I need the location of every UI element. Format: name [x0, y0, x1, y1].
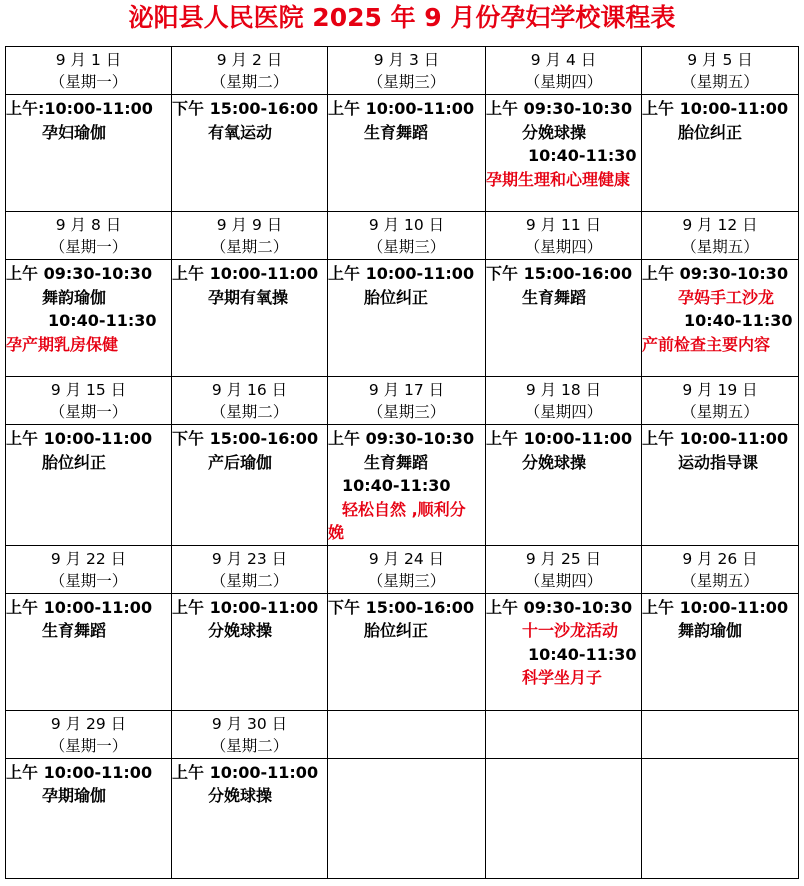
topic-lecture: 孕妈手工沙龙	[678, 287, 775, 307]
course-cell	[6, 260, 172, 377]
course-name: 有氧运动	[208, 122, 273, 142]
topic-lecture: 轻松自然 ,顺利分娩	[328, 499, 466, 542]
course-cell	[6, 758, 172, 878]
weekday-label: （星期四）	[524, 238, 603, 256]
course-cell	[642, 593, 799, 710]
topic-lecture: 十一沙龙活动	[522, 621, 619, 640]
date-cell	[642, 377, 799, 425]
weekday-label: （星期五）	[681, 571, 759, 590]
weekday-label: （星期一）	[49, 238, 128, 256]
date-cell	[642, 212, 799, 260]
date-header-row	[6, 710, 799, 758]
weekday-label: （星期二）	[210, 73, 289, 91]
date-cell	[172, 377, 328, 425]
date-cell	[642, 545, 799, 593]
date-label: 9 月 1 日	[55, 51, 122, 69]
date-header-row	[6, 212, 799, 260]
date-label: 9 月 12 日	[682, 216, 758, 234]
date-header-row	[6, 47, 799, 95]
date-label: 9 月 5 日	[687, 51, 753, 69]
session-time: 上午:10:00-11:00	[6, 99, 153, 118]
session-time: 下午 15:00-16:00	[486, 264, 633, 283]
date-cell	[6, 545, 172, 593]
course-name: 分娩球操	[208, 621, 273, 640]
course-name: 分娩球操	[208, 786, 273, 805]
course-cell	[172, 425, 328, 546]
page-title: 泌阳县人民医院 2025 年 9 月份孕妇学校课程表	[128, 3, 676, 32]
session-time: 10:40-11:30	[48, 311, 157, 330]
date-cell	[328, 47, 486, 95]
topic-lecture: 孕期生理和心理健康	[486, 169, 631, 189]
date-cell	[486, 545, 642, 593]
date-cell	[6, 212, 172, 260]
course-cell	[486, 593, 642, 710]
date-label: 9 月 3 日	[373, 51, 440, 69]
date-label: 9 月 8 日	[55, 216, 122, 234]
weekday-label: （星期二）	[210, 736, 289, 755]
course-cell	[486, 95, 642, 212]
date-label: 9 月 10 日	[368, 216, 445, 234]
date-label: 9 月 26 日	[682, 549, 758, 568]
date-label: 9 月 22 日	[50, 549, 127, 568]
course-schedule-table	[5, 46, 799, 879]
session-time: 上午 10:00-11:00	[642, 597, 789, 617]
weekday-label: （星期四）	[524, 403, 603, 421]
date-cell	[172, 47, 328, 95]
date-cell	[172, 212, 328, 260]
date-label: 9 月 18 日	[525, 381, 602, 399]
session-time: 上午 10:00-11:00	[328, 99, 475, 118]
session-time: 下午 15:00-16:00	[172, 99, 319, 118]
course-cell	[172, 95, 328, 212]
weekday-label: （星期四）	[524, 571, 603, 590]
weekday-label: （星期三）	[367, 238, 446, 256]
date-cell	[486, 377, 642, 425]
session-time: 上午 10:00-11:00	[6, 429, 153, 448]
session-time: 上午 10:00-11:00	[328, 264, 475, 283]
date-header-row	[6, 545, 799, 593]
date-cell	[328, 212, 486, 260]
topic-lecture: 科学坐月子	[522, 668, 603, 687]
course-name: 分娩球操	[522, 452, 587, 472]
session-time: 上午 10:00-11:00	[642, 99, 789, 118]
date-label: 9 月 16 日	[211, 381, 288, 399]
weekday-label: （星期四）	[524, 73, 603, 91]
session-time: 下午 15:00-16:00	[328, 597, 475, 617]
course-cell	[172, 260, 328, 377]
session-time: 上午 09:30-10:30	[486, 99, 633, 118]
session-time: 上午 10:00-11:00	[172, 264, 319, 283]
date-label: 9 月 30 日	[211, 714, 288, 733]
date-label: 9 月 25 日	[525, 549, 602, 568]
course-cell	[6, 95, 172, 212]
weekday-label: （星期一）	[49, 736, 128, 755]
date-cell	[328, 545, 486, 593]
date-label: 9 月 11 日	[525, 216, 602, 234]
course-row	[6, 758, 799, 878]
course-row	[6, 593, 799, 710]
course-name: 胎位纠正	[678, 122, 743, 142]
course-cell	[6, 593, 172, 710]
date-cell	[486, 47, 642, 95]
date-label: 9 月 29 日	[50, 714, 127, 733]
course-name: 生育舞蹈	[42, 621, 107, 640]
course-cell	[642, 758, 799, 878]
session-time: 上午 09:30-10:30	[6, 264, 153, 283]
session-time: 10:40-11:30	[528, 644, 637, 664]
course-name: 生育舞蹈	[364, 122, 429, 142]
date-cell	[328, 710, 486, 758]
session-time: 上午 10:00-11:00	[6, 762, 153, 782]
weekday-label: （星期五）	[681, 73, 759, 91]
date-cell	[172, 545, 328, 593]
course-cell	[642, 95, 799, 212]
weekday-label: （星期三）	[367, 571, 446, 590]
session-time: 上午 10:00-11:00	[172, 762, 319, 782]
weekday-label: （星期一）	[49, 403, 128, 421]
date-label: 9 月 4 日	[530, 51, 597, 69]
date-cell	[642, 47, 799, 95]
session-time: 10:40-11:30	[342, 476, 451, 495]
date-label: 9 月 24 日	[368, 549, 445, 568]
date-label: 9 月 2 日	[216, 51, 283, 69]
date-label: 9 月 15 日	[50, 381, 127, 399]
course-cell	[486, 425, 642, 546]
date-cell	[172, 710, 328, 758]
session-time: 上午 10:00-11:00	[486, 429, 633, 448]
session-time: 上午 10:00-11:00	[642, 429, 789, 448]
course-cell	[6, 425, 172, 546]
date-cell	[6, 710, 172, 758]
date-header-row	[6, 377, 799, 425]
session-time: 上午 10:00-11:00	[6, 597, 153, 617]
date-label: 9 月 23 日	[211, 549, 288, 568]
weekday-label: （星期二）	[210, 403, 289, 421]
date-cell	[642, 710, 799, 758]
course-cell	[642, 260, 799, 377]
course-name: 运动指导课	[678, 452, 759, 472]
weekday-label: （星期三）	[367, 403, 446, 421]
session-time: 10:40-11:30	[528, 146, 637, 165]
course-cell	[642, 425, 799, 546]
course-row	[6, 425, 799, 546]
weekday-label: （星期五）	[681, 403, 759, 421]
session-time: 10:40-11:30	[684, 311, 793, 330]
course-name: 生育舞蹈	[522, 287, 587, 307]
course-name: 胎位纠正	[364, 621, 429, 640]
date-label: 9 月 19 日	[682, 381, 758, 399]
course-name: 胎位纠正	[42, 452, 107, 472]
course-name: 生育舞蹈	[364, 452, 429, 472]
session-time: 上午 09:30-10:30	[328, 429, 475, 448]
course-row	[6, 260, 799, 377]
weekday-label: （星期一）	[49, 571, 128, 590]
course-cell	[486, 260, 642, 377]
date-cell	[486, 710, 642, 758]
course-cell	[328, 425, 486, 546]
course-name: 舞韵瑜伽	[42, 287, 107, 307]
weekday-label: （星期三）	[367, 73, 446, 91]
date-cell	[6, 47, 172, 95]
course-cell	[328, 95, 486, 212]
topic-lecture: 孕产期乳房保健	[6, 334, 119, 354]
session-time: 上午 09:30-10:30	[642, 264, 789, 283]
weekday-label: （星期二）	[210, 571, 289, 590]
course-name: 舞韵瑜伽	[678, 621, 743, 640]
course-name: 孕妇瑜伽	[42, 122, 107, 142]
course-cell	[328, 260, 486, 377]
session-time: 上午 09:30-10:30	[486, 597, 633, 617]
course-cell	[486, 758, 642, 878]
course-cell	[172, 758, 328, 878]
weekday-label: （星期一）	[49, 73, 128, 91]
session-time: 上午 10:00-11:00	[172, 597, 319, 617]
date-cell	[328, 377, 486, 425]
course-row	[6, 95, 799, 212]
course-name: 胎位纠正	[364, 287, 429, 307]
weekday-label: （星期二）	[210, 238, 289, 256]
course-cell	[328, 593, 486, 710]
course-name: 孕期有氧操	[208, 287, 289, 307]
date-label: 9 月 9 日	[216, 216, 283, 234]
course-name: 分娩球操	[522, 122, 587, 142]
topic-lecture: 产前检查主要内容	[642, 334, 771, 354]
session-time: 下午 15:00-16:00	[172, 429, 319, 448]
course-name: 孕期瑜伽	[42, 786, 107, 805]
date-cell	[6, 377, 172, 425]
date-cell	[486, 212, 642, 260]
weekday-label: （星期五）	[681, 238, 759, 256]
course-cell	[172, 593, 328, 710]
date-label: 9 月 17 日	[368, 381, 445, 399]
course-name: 产后瑜伽	[208, 452, 273, 472]
course-cell	[328, 758, 486, 878]
